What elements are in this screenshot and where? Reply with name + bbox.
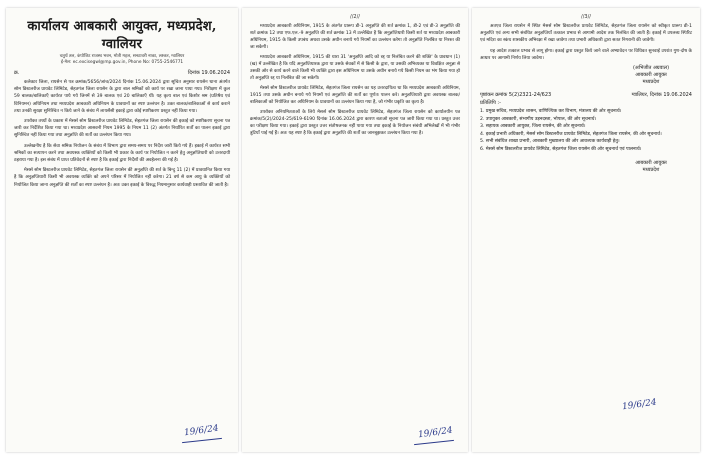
- document-page-1: [6, 8, 238, 452]
- endorsement-date: ग्वालियर, दिनांक 19.06.2024: [631, 92, 692, 99]
- signature-stroke: [414, 440, 454, 445]
- signatory-title: आबकारी आयुक्त: [635, 72, 667, 79]
- reference-label: क्र.: [14, 70, 20, 76]
- page3-paragraph-1: अतएव जिला रायसेन में स्थित मेसर्स सोम डिस्टलरीज प्रायवेट लिमिटेड, सेहतगंज जिला रायसेन को स्वीकृत प्रारूप डी-1 अनुज्ञप्ति एवं अन्य सभी संबंधित अनुज्ञप्तियाँ तत्काल प्रभाव से आगामी आदेश तक निलंबित की जाती हैं। इकाई में उपलब्ध स्पिरिट एवं मदिरा का स्कंध शासकीय अभिरक्षा में रखा जावेगा तथा प्रभारी अधिकारी द्वारा सतत निगरानी की जावेगी।: [480, 24, 692, 44]
- document-page-3: [472, 8, 700, 452]
- copy-item: 6. मेसर्स सोम डिस्टलरीज प्रायवेट लिमिटेड, सेहतगंज जिला रायसेन की ओर सूचनार्थ एवं पालनार्थ।: [480, 146, 642, 152]
- signatory-state-2: मध्यप्रदेश: [642, 166, 660, 173]
- document-page-2: [242, 8, 468, 452]
- copy-item: 1. प्रमुख सचिव, मध्यप्रदेश शासन, वाणिज्यिक कर विभाग, मंत्रालय की ओर सूचनार्थ।: [480, 109, 622, 115]
- page2-paragraph-4: उपरोक्त अनियमितताओं के लिये मेसर्स सोम डिस्टलरीज प्रायवेट लिमिटेड, सेहतगंज जिला रायसेन को कार्यालयीन पत्र क्रमांक/5(2)/2024-25/619-6190 दिनांक 16.06.2024 द्वारा कारण बताओ सूचना पत्र जारी किया गया था। प्रस्तुत उत्तर का परीक्षण किया गया। इकाई द्वारा प्रस्तुत उत्तर संतोषजनक नहीं पाया गया तथा इकाई के नियोजन संबंधी अभिलेखों में भी गंभीर त्रुटियाँ पाई गई हैं। अतः यह स्पष्ट है कि इकाई द्वारा अनुज्ञप्ति की शर्तों का जानबूझकर उल्लंघन किया गया है।: [250, 110, 460, 136]
- page3-paragraph-2: यह आदेश तत्काल प्रभाव से लागू होगा। इकाई द्वारा प्रस्तुत किये जाने वाले अभ्यावेदन पर विधिवत सुनवाई उपरांत गुण-दोष के आधार पर आगामी निर्णय लिया जावेगा।: [480, 48, 692, 61]
- office-title: कार्यालय आबकारी आयुक्त, मध्यप्रदेश, ग्वालियर: [27, 19, 217, 52]
- page1-paragraph-4: मेसर्स सोम डिस्टलरीज प्रायवेट लिमिटेड, सेहतगंज जिला रायसेन की अनुज्ञप्ति की शर्त के बिन्दु 11 (2) में प्रावधानित किया गया है कि अनुज्ञप्तिधारी किसी भी अवयस्क व्यक्ति को अपने परिसर में नियोजित नहीं करेगा। 21 वर्ष से कम आयु के व्यक्तियों को नियोजित किया जाना अनुज्ञप्ति की शर्तों का स्पष्ट उल्लंघन है। अतः उक्त इकाई के विरुद्ध नियमानुसार कार्यवाही प्रस्तावित की जाती है।: [14, 168, 230, 188]
- endorsement-ref: पृष्ठांकन क्रमांक 5(2)2321-24/623: [480, 92, 552, 99]
- copy-list: [480, 108, 692, 154]
- page1-paragraph-2: उपरोक्त तथ्यों के प्रकाश में मेसर्स सोम डिस्टलरीज प्रायवेट लिमिटेड, सेहतगंज जिला रायसेन की इकाई को स्पष्टीकरण सूचना पत्र जारी कर निर्देशित किया गया था। मध्यप्रदेश आसवनी नियम 1995 के नियम 11 (2) अंतर्गत निर्धारित शर्तों का पालन इकाई द्वारा सुनिश्चित नहीं किया गया तथा अनुज्ञप्ति की शर्तों का उल्लंघन किया गया।: [14, 119, 230, 139]
- copy-item: 2. उपायुक्त आबकारी, संभागीय उड़नदस्ता, भोपाल, की ओर सूचनार्थ।: [480, 116, 597, 122]
- page2-paragraph-3: मेसर्स सोम डिस्टलरीज प्रायवेट लिमिटेड, सेहतगंज जिला रायसेन का यह उत्तरदायित्व था कि मध्यप्रदेश आबकारी अधिनियम, 1915 तथा उसके अधीन बनाये गये नियमों एवं अनुज्ञप्ति की शर्तों का पूर्णतः पालन करे। अनुज्ञप्तिधारी द्वारा अवयस्क बालक/बालिकाओं को नियोजित कर अधिनियम के प्रावधानों का उल्लंघन किया गया है, जो गंभीर प्रकृति का कृत्य है।: [250, 86, 460, 105]
- page1-paragraph-3: उल्लेखनीय है कि सेवा श्रमिक नियोजन के संबंध में विभाग द्वारा समय-समय पर निर्देश जारी किये गये हैं। इकाई में कार्यरत सभी श्रमिकों का सत्यापन करने तथा अवयस्क व्यक्तियों को किसी भी प्रकार के कार्य पर नियोजित न करने हेतु अनुज्ञप्तिधारी को उत्तरदायी ठहराया गया है। इस संबंध में प्राप्त प्रतिवेदनों से स्पष्ट है कि इकाई द्वारा निर्देशों की अवहेलना की गई है।: [14, 143, 230, 164]
- copy-item: 5. सभी संबंधित शाखा प्रभारी, आबकारी मुख्यालय की ओर आवश्यक कार्यवाही हेतु।: [480, 139, 620, 145]
- reference-row: [14, 70, 230, 76]
- copy-intro: प्रतिलिपि :-: [480, 100, 501, 107]
- office-contact: ई-मेल: ec.excisegwl@mp.gov.in, Phone No: 0755-2546771: [60, 60, 184, 65]
- handwritten-initials-page2: 19/6/24: [417, 425, 454, 441]
- page2-paragraph-2: मध्यप्रदेश आबकारी अधिनियम, 1915 की धारा 31 'अनुज्ञप्ति आदि को रद्द या निलंबित करने की शक्ति' के प्रावधान (1) (ख) में उल्लेखित है कि यदि अनुज्ञप्तिधारक द्वारा या उसके सेवकों में से किसी के द्वारा, या उसकी अभिव्यक्त या विवक्षित अनुज्ञा से उसकी ओर से कार्य करने वाले किसी भी व्यक्ति द्वारा इस अधिनियम या उसके अधीन बनाये गये किसी नियम का भंग किया गया हो तो अनुज्ञप्ति रद्द या निलंबित की जा सकेगी।: [250, 55, 460, 81]
- order-date: दिनांक 19.06.2024: [187, 70, 230, 76]
- office-address: चतुर्थ तल, कंपोजिट राजस्व भवन, मोती महल, सनटावरी नाका, लश्कर, ग्वालियर: [59, 54, 185, 59]
- endorsement-row: [480, 92, 692, 98]
- page2-paragraph-1: मध्यप्रदेश आबकारी अधिनियम, 1915 के अंतर्गत प्रारूप डी-1 अनुज्ञप्ति की शर्त क्रमांक 1, डी-2 एवं डी-3 अनुज्ञप्ति की शर्त क्रमांक 12 तथा एफ.एल.-9 अनुज्ञप्ति की शर्त क्रमांक 13 में उल्लेखित है कि अनुज्ञप्तिधारी किसी शर्त या मध्यप्रदेश आबकारी अधिनियम, 1915 के किसी उपबंध अथवा उसके अधीन बनाये गये नियमों का उल्लंघन करेगा तो अनुज्ञप्ति निलंबित या निरस्त की जा सकेगी।: [250, 24, 460, 50]
- page-number-3: //3//: [581, 14, 591, 20]
- signature-block: [616, 65, 686, 86]
- handwritten-initials-page1: 19/6/24: [183, 423, 220, 439]
- page1-paragraph-1: कलेक्टर जिला, रायसेन से पत्र क्रमांक/5656/जांच/2024 दिनांक 15.06.2024 द्वारा सूचित अनुसार रायसेन थाना अंतर्गत सोम डिस्टलरीज प्रायवेट लिमिटेड, सेहतगंज जिला रायसेन के द्वारा बाल श्रमिकों को कार्य पर रखा जाना पाया गया। निरीक्षण में कुल 59 बालक/बालिकाएँ कार्यरत पाये गये जिनमें से 39 बालक एवं 20 बालिकाएँ थीं। यह कृत्य बाल एवं किशोर श्रम (प्रतिषेध एवं विनियमन) अधिनियम तथा मध्यप्रदेश आबकारी अधिनियम के प्रावधानों का स्पष्ट उल्लंघन है। उक्त बालक/बालिकाओं से कार्य कराने तथा उनकी सुरक्षा सुनिश्चित न किये जाने के संबंध में लायसेंसी इकाई द्वारा कोई स्पष्टीकरण प्रस्तुत नहीं किया गया।: [14, 80, 230, 114]
- signature-stroke: [182, 438, 222, 443]
- copy-item: 3. सहायक आबकारी आयुक्त, जिला रायसेन, की ओर सूचनार्थ।: [480, 124, 586, 130]
- copy-item: 4. इकाई प्रभारी अधिकारी, मेसर्स सोम डिस्टलरीज प्रायवेट लिमिटेड, सेहतगंज जिला रायसेन, की ओर सूचनार्थ।: [480, 131, 662, 137]
- signatory-state: मध्यप्रदेश: [642, 79, 660, 86]
- page-number-2: //2//: [350, 14, 360, 20]
- signatory-title-2: आबकारी आयुक्त: [635, 159, 667, 166]
- signature-block-2: [616, 160, 686, 174]
- handwritten-initials-page3: 19/6/24: [621, 397, 658, 413]
- signatory-name: (अभिजीत अग्रवाल): [632, 65, 670, 72]
